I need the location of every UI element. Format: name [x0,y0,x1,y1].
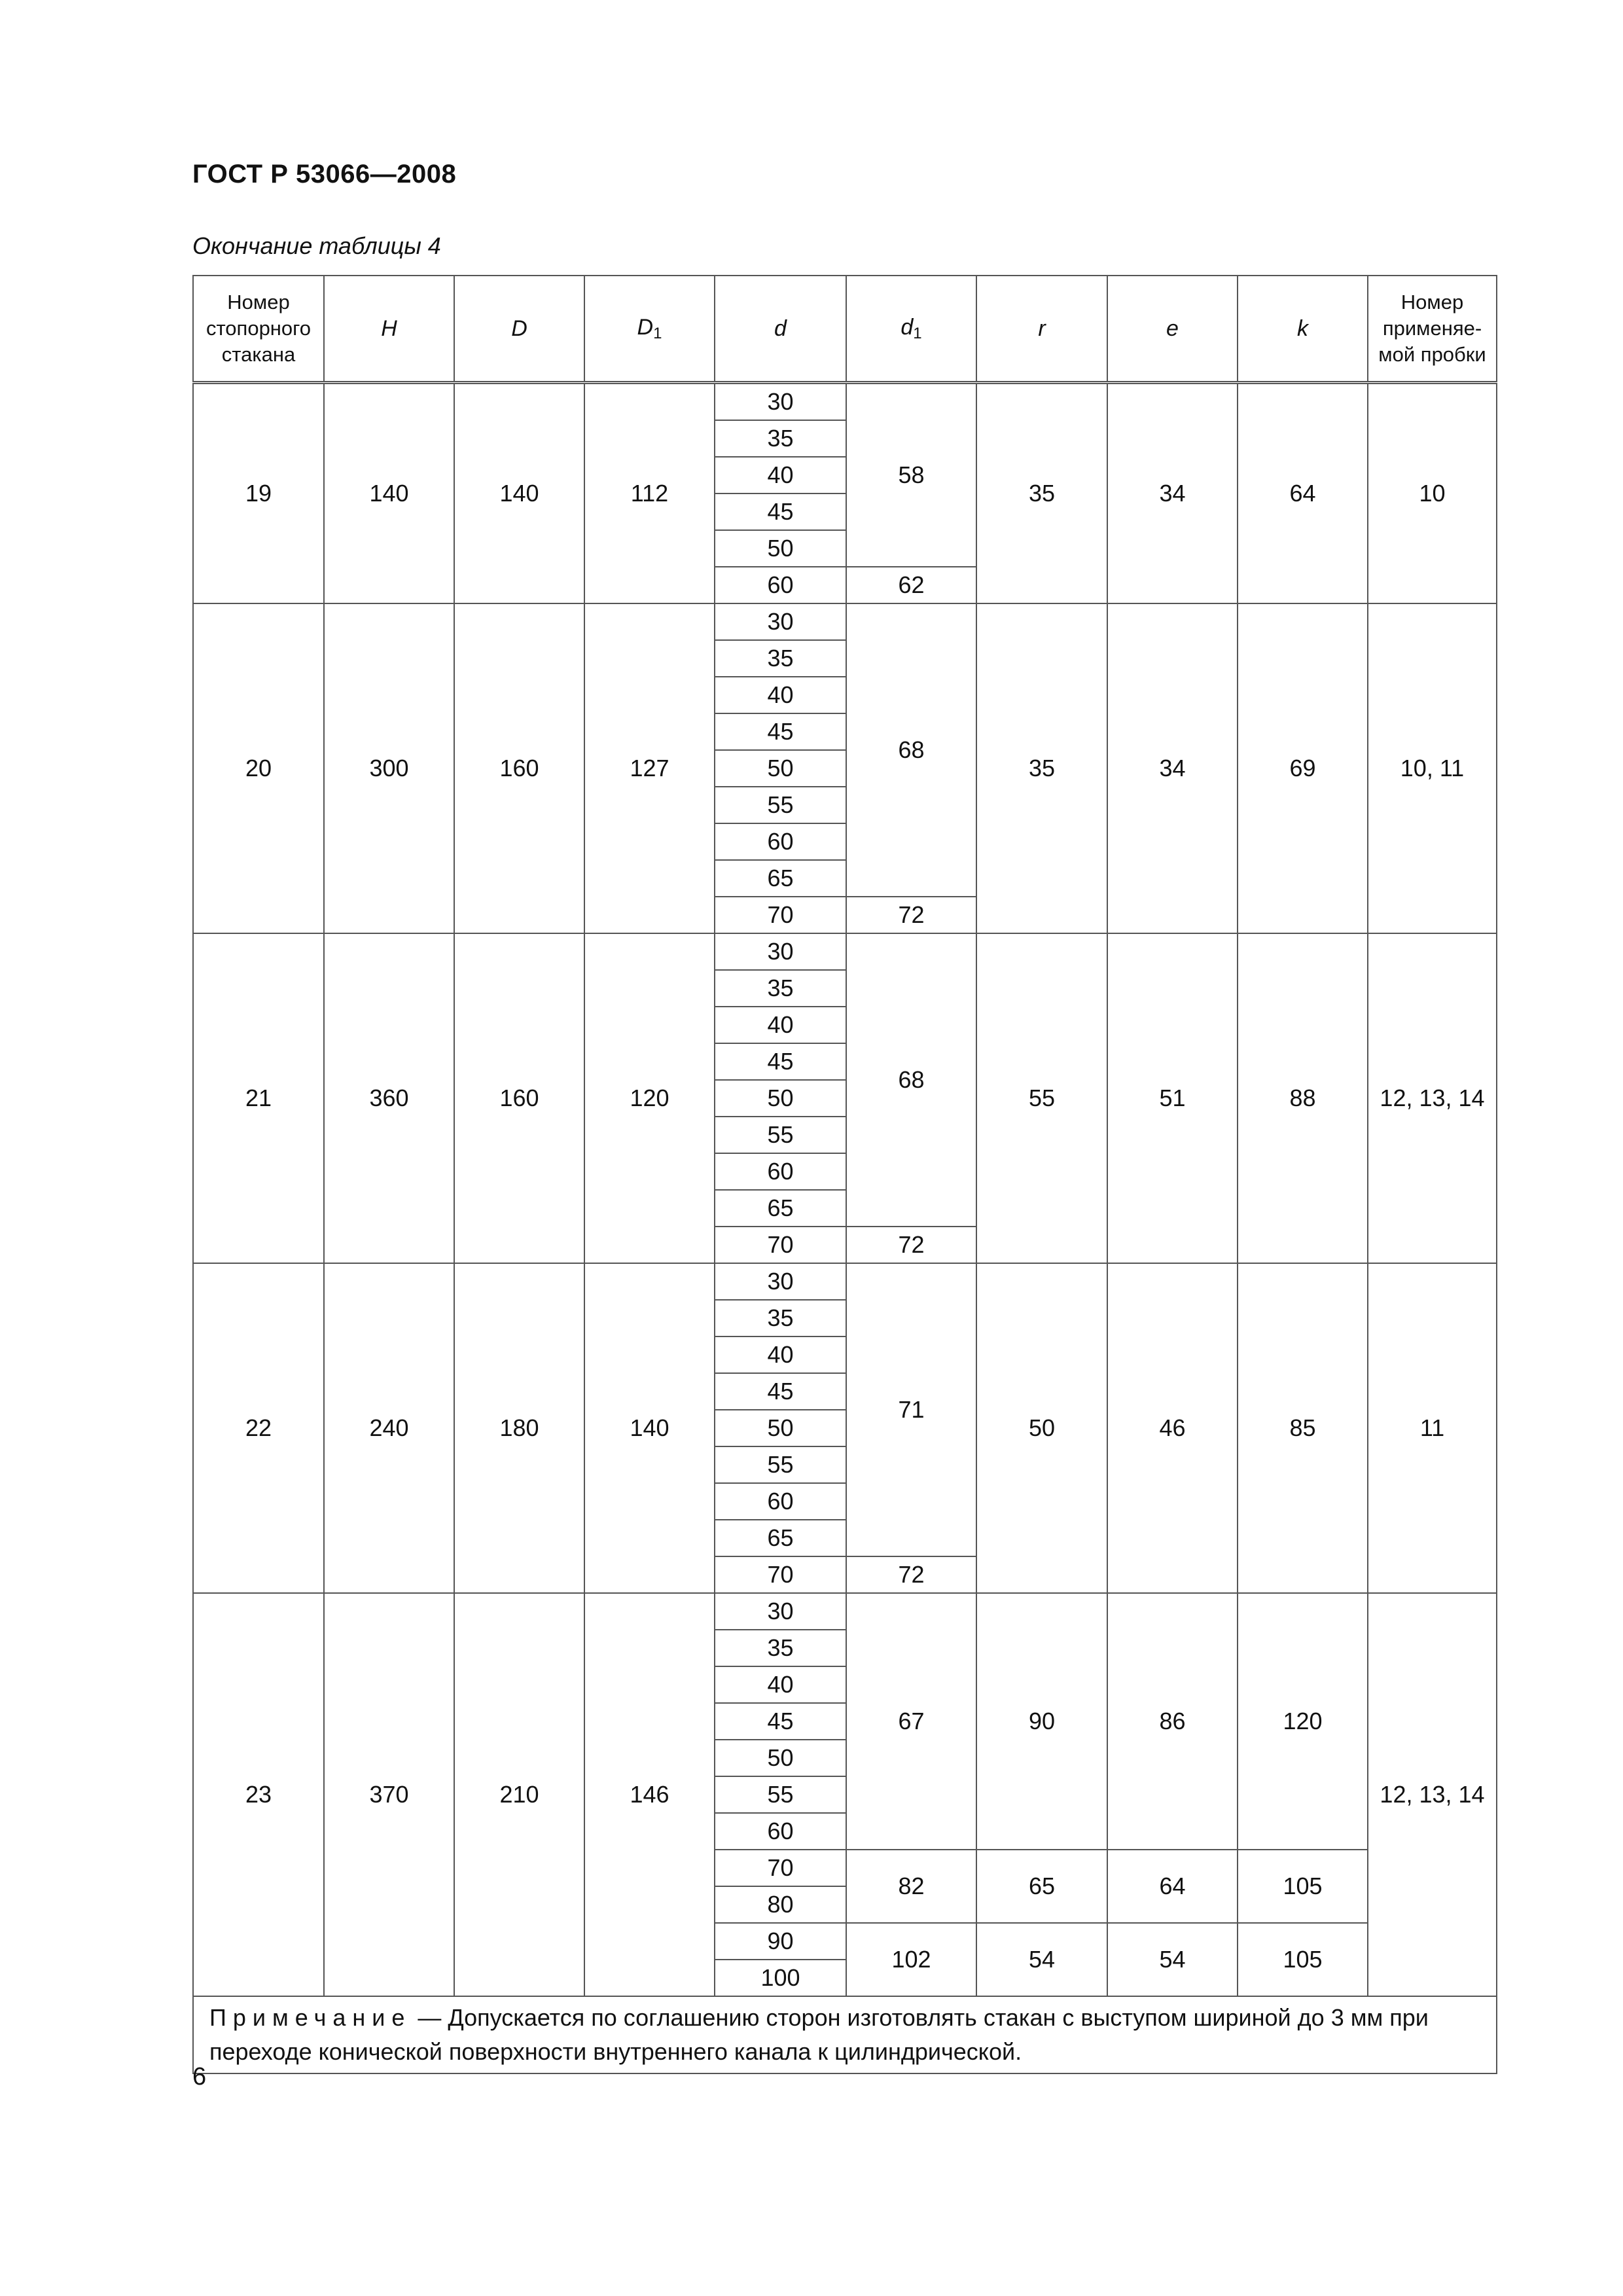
cell-plug: 12, 13, 14 [1368,933,1497,1263]
cell-d: 55 [715,1446,846,1483]
cell-k: 105 [1238,1923,1368,1996]
cell-d: 40 [715,457,846,493]
document-id: ГОСТ Р 53066—2008 [192,160,457,188]
cell-H: 370 [324,1593,454,1996]
col-header-H: H [324,276,454,383]
cell-d1: 62 [846,567,976,603]
cell-num: 21 [193,933,324,1263]
cell-d: 35 [715,1300,846,1336]
cell-d: 35 [715,1630,846,1666]
cell-D: 160 [454,603,584,933]
cell-d: 40 [715,1336,846,1373]
cell-d: 60 [715,823,846,860]
cell-d: 40 [715,1666,846,1703]
cell-d1: 72 [846,1227,976,1263]
cell-r: 90 [976,1593,1107,1850]
cell-d: 80 [715,1886,846,1923]
cell-d1: 102 [846,1923,976,1996]
cell-r: 35 [976,603,1107,933]
cell-e: 46 [1107,1263,1238,1593]
cell-d: 50 [715,530,846,567]
cell-d: 50 [715,1410,846,1446]
cell-d1: 72 [846,1556,976,1593]
col-header-D: D [454,276,584,383]
cell-d: 50 [715,750,846,787]
cell-e: 64 [1107,1850,1238,1923]
cell-d: 60 [715,1153,846,1190]
table-row [193,933,1497,970]
col-header-d1 [846,276,976,383]
col-header-d: d [715,276,846,383]
cell-d: 30 [715,1263,846,1300]
cell-e: 51 [1107,933,1238,1263]
cell-r: 35 [976,383,1107,604]
cell-H: 240 [324,1263,454,1593]
cell-d1: 68 [846,603,976,897]
cell-D: 160 [454,933,584,1263]
cell-e: 86 [1107,1593,1238,1850]
cell-r: 65 [976,1850,1107,1923]
cell-d: 45 [715,1703,846,1740]
cell-plug: 10 [1368,383,1497,604]
cell-D: 180 [454,1263,584,1593]
note-row [193,1996,1497,2073]
cell-plug: 10, 11 [1368,603,1497,933]
col-header-e: e [1107,276,1238,383]
cell-d: 90 [715,1923,846,1960]
note-lead: Примечание [209,2004,412,2031]
cell-d: 65 [715,1190,846,1227]
cell-k: 120 [1238,1593,1368,1850]
table-row [193,1263,1497,1300]
col-header-k: k [1238,276,1368,383]
cell-d: 50 [715,1080,846,1117]
cell-d: 55 [715,787,846,823]
cell-plug: 11 [1368,1263,1497,1593]
cell-d: 55 [715,1776,846,1813]
col-header-num: Номер стопорного стакана [193,276,324,383]
cell-D1: 120 [584,933,715,1263]
cell-k: 69 [1238,603,1368,933]
cell-d: 70 [715,1556,846,1593]
cell-D: 140 [454,383,584,604]
cell-d: 60 [715,1483,846,1520]
cell-d: 30 [715,383,846,421]
col-header-d1-main: d [901,315,914,340]
cell-r: 54 [976,1923,1107,1996]
cell-D: 210 [454,1593,584,1996]
cell-r: 55 [976,933,1107,1263]
cell-d: 65 [715,860,846,897]
col-header-plug: Номер применяе-мой пробки [1368,276,1497,383]
cell-d: 45 [715,1373,846,1410]
cell-d: 60 [715,1813,846,1850]
table-row [193,1593,1497,1630]
cell-d: 55 [715,1117,846,1153]
cell-k: 64 [1238,383,1368,604]
cell-d: 30 [715,1593,846,1630]
cell-k: 105 [1238,1850,1368,1923]
page-number: 6 [192,2063,207,2090]
col-header-D1-main: D [637,315,654,340]
table-note [193,1996,1497,2073]
cell-D1: 146 [584,1593,715,1996]
header-row [193,276,1497,383]
cell-d: 65 [715,1520,846,1556]
cell-d: 35 [715,420,846,457]
cell-D1: 112 [584,383,715,604]
cell-e: 54 [1107,1923,1238,1996]
cell-d: 45 [715,713,846,750]
cell-D1: 127 [584,603,715,933]
cell-d: 45 [715,1043,846,1080]
col-header-r: r [976,276,1107,383]
col-header-D1-sub: 1 [653,325,662,343]
col-header-d1-sub: 1 [913,325,922,343]
cell-d: 100 [715,1960,846,1996]
cell-d: 70 [715,1227,846,1263]
spec-table [192,275,1497,2074]
cell-d: 50 [715,1740,846,1776]
cell-num: 23 [193,1593,324,1996]
cell-e: 34 [1107,383,1238,604]
col-header-D1 [584,276,715,383]
cell-e: 34 [1107,603,1238,933]
cell-plug: 12, 13, 14 [1368,1593,1497,1996]
table-row [193,383,1497,421]
cell-num: 22 [193,1263,324,1593]
cell-d1: 68 [846,933,976,1227]
cell-d: 45 [715,493,846,530]
note-text: — Допускается по соглашению сторон изготовлять стакан с выступом шириной до 3 мм при переходе конической поверхности внутреннего канала к цилиндрической. [209,2004,1429,2066]
cell-d: 40 [715,1007,846,1043]
cell-d: 40 [715,677,846,713]
cell-d1: 72 [846,897,976,933]
cell-d: 30 [715,933,846,970]
cell-d: 30 [715,603,846,640]
cell-d: 70 [715,1850,846,1886]
table-row [193,603,1497,640]
cell-r: 50 [976,1263,1107,1593]
cell-d1: 58 [846,383,976,567]
cell-d1: 67 [846,1593,976,1850]
cell-d: 35 [715,640,846,677]
cell-d1: 82 [846,1850,976,1923]
cell-k: 85 [1238,1263,1368,1593]
cell-H: 140 [324,383,454,604]
cell-H: 360 [324,933,454,1263]
cell-D1: 140 [584,1263,715,1593]
cell-d1: 71 [846,1263,976,1556]
cell-d: 60 [715,567,846,603]
cell-H: 300 [324,603,454,933]
cell-num: 20 [193,603,324,933]
cell-k: 88 [1238,933,1368,1263]
cell-d: 35 [715,970,846,1007]
cell-d: 70 [715,897,846,933]
table-caption: Окончание таблицы 4 [192,232,441,259]
cell-num: 19 [193,383,324,604]
